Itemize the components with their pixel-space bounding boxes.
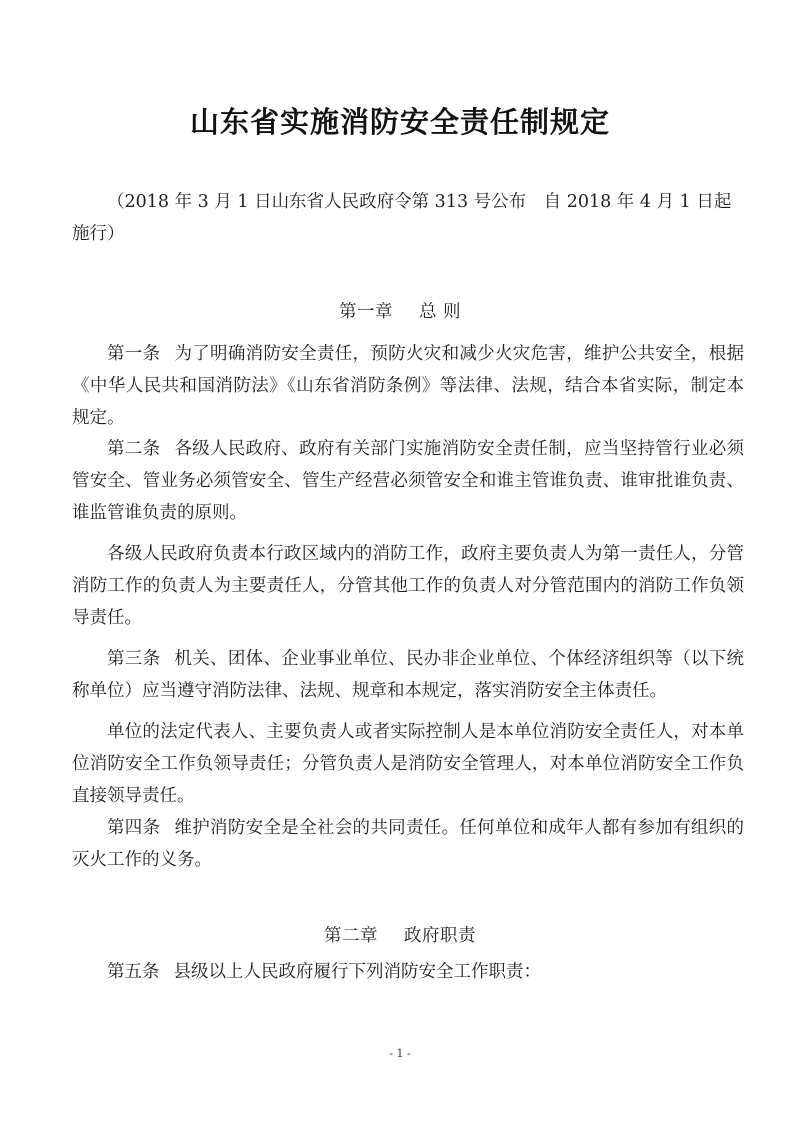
article-text: 机关、团体、企业事业单位、民办非企业单位、个体经济组织等（以下统称单位）应当遵守消防法律、法规、规章和本规定，落实消防安全主体责任。 (72, 649, 745, 701)
chapter-name: 总 则 (418, 302, 462, 322)
article-paragraph (72, 716, 744, 812)
article-number: 第四条 (107, 818, 161, 838)
article-text: 各级人民政府负责本行政区域内的消防工作，政府主要负责人为第一责任人，分管消防工作的负责人为主要责任人，分管其他工作的负责人对分管范围内的消防工作负领导责任。 (72, 544, 744, 628)
article-paragraph (72, 812, 744, 876)
article-number: 第二条 (107, 439, 161, 459)
article-text: 为了明确消防安全责任，预防火灾和减少火灾危害，维护公共安全，根据《中华人民共和国消防法》《山东省消防条例》等法律、法规，结合本省实际，制定本规定。 (72, 344, 745, 428)
article-number: 第三条 (107, 649, 161, 669)
article-text: 维护消防安全是全社会的共同责任。任何单位和成年人都有参加有组织的灭火工作的义务。 (72, 818, 745, 870)
article-paragraph (72, 956, 744, 988)
article-text: 单位的法定代表人、主要负责人或者实际控制人是本单位消防安全责任人，对本单位消防安全工作负领导责任；分管负责人是消防安全管理人，对本单位消防安全工作负直接领导责任。 (72, 722, 744, 806)
article-number: 第五条 (107, 962, 160, 982)
chapter-number: 第一章 (338, 302, 393, 322)
chapter-heading (0, 298, 800, 323)
document-title: 山东省实施消防安全责任制规定 (189, 105, 610, 139)
article-paragraph (72, 338, 744, 434)
chapter-heading (0, 922, 800, 947)
article-text: 各级人民政府、政府有关部门实施消防安全责任制，应当坚持管行业必须管安全、管业务必须管安全、管生产经营必须管安全和谁主管谁负责、谁审批谁负责、谁监管谁负责的原则。 (72, 439, 745, 523)
page-number: - 1 - (389, 1047, 411, 1060)
article-number: 第一条 (107, 344, 161, 364)
article-paragraph (72, 538, 744, 634)
article-paragraph (72, 433, 744, 529)
promulgation-note: （2018 年 3 月 1 日山东省人民政府令第 313 号公布 自 2018 年 4 月 1 日起施行） (72, 192, 732, 244)
article-text: 县级以上人民政府履行下列消防安全工作职责： (173, 962, 541, 982)
chapter-number: 第二章 (324, 926, 378, 946)
chapter-name: 政府职责 (404, 926, 476, 946)
article-paragraph (72, 643, 744, 707)
